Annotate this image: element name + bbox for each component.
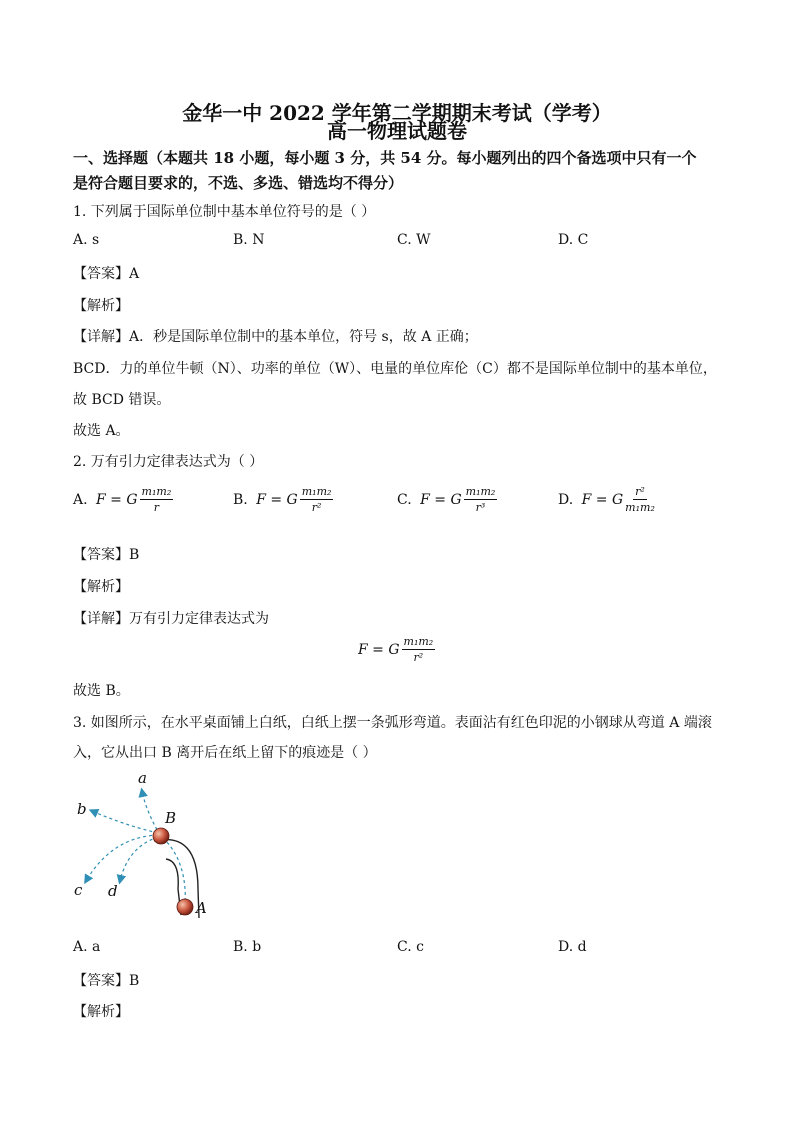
- track-path: [162, 837, 185, 907]
- fraction: $\frac{\text{m₁m₂}}{\text{r²}}$: [403, 635, 434, 664]
- q3-option-b: B. b: [233, 939, 262, 955]
- q3-option-c: C. c: [397, 939, 424, 955]
- q3-option-d: D. d: [558, 939, 587, 955]
- q1-analysis-label: 【解析】: [73, 298, 129, 314]
- curved-track-figure: [70, 765, 230, 930]
- path-c: [86, 835, 158, 881]
- q2-answer: 【答案】B: [73, 547, 140, 563]
- fraction: $\frac{\text{r²}}{\text{m₁m₂}}$: [625, 485, 655, 514]
- label-B: B: [165, 809, 177, 827]
- q2-analysis-label: 【解析】: [73, 579, 129, 595]
- label-A: A: [196, 899, 207, 917]
- q3-answer: 【答案】B: [73, 973, 140, 989]
- q1-detail-line2: BCD．力的单位牛顿（N）、功率的单位（W）、电量的单位库伦（C）都不是国际单位制中的基本单位，: [73, 361, 717, 377]
- q1-stem: 1. 下列属于国际单位制中基本单位符号的是（ ）: [73, 204, 376, 220]
- fraction: $\frac{\text{m₁m₂}}{\text{r³}}$: [465, 485, 496, 514]
- q1-conclusion: 故选 A。: [73, 423, 130, 439]
- path-a: [142, 791, 160, 835]
- q1-option-d: D. C: [558, 232, 589, 248]
- section-heading-line1: 一、选择题（本题共 18 小题，每小题 3 分，共 54 分。每小题列出的四个备选项中只有一个: [73, 149, 697, 167]
- q2-formula: F = G $\frac{\text{m₁m₂}}{\text{r²}}$: [358, 635, 434, 664]
- label-c: c: [74, 881, 83, 899]
- q3-stem-line2: 入，它从出口 B 离开后在纸上留下的痕迹是（ ）: [73, 745, 377, 761]
- q2-stem: 2. 万有引力定律表达式为（ ）: [73, 454, 264, 470]
- q2-option-d: D. F = G $\frac{\text{r²}}{\text{m₁m₂}}$: [558, 485, 655, 514]
- q1-answer: 【答案】A: [73, 266, 140, 282]
- fraction: $\frac{\text{m₁m₂}}{r}$: [141, 485, 172, 514]
- q1-detail-line3: 故 BCD 错误。: [73, 392, 171, 408]
- q1-detail-line1: 【详解】A．秒是国际单位制中的基本单位，符号 s，故 A 正确；: [73, 329, 478, 345]
- q3-option-a: A. a: [73, 939, 101, 955]
- q1-option-b: B. N: [233, 232, 265, 248]
- exam-subtitle: 高一物理试题卷: [327, 119, 467, 143]
- exam-title: 金华一中 2022 学年第二学期期末考试（学考）: [182, 101, 612, 125]
- q2-option-b: B. F = G $\frac{\text{m₁m₂}}{\text{r²}}$: [233, 485, 332, 514]
- q3-stem-line1: 3. 如图所示，在水平桌面铺上白纸，白纸上摆一条弧形弯道。表面沾有红色印泥的小钢球从弯道 A 端滚: [73, 715, 712, 731]
- label-b: b: [77, 800, 87, 818]
- q3-analysis-label: 【解析】: [73, 1004, 129, 1020]
- label-d: d: [108, 882, 118, 900]
- q2-conclusion: 故选 B。: [73, 683, 130, 699]
- q1-option-c: C. W: [397, 232, 431, 248]
- section-heading-line2: 是符合题目要求的，不选、多选、错选均不得分）: [73, 174, 404, 192]
- q2-detail: 【详解】万有引力定律表达式为: [73, 611, 269, 627]
- q2-option-a: A. F = G $\frac{\text{m₁m₂}}{r}$: [73, 485, 172, 514]
- q2-option-c: C. F = G $\frac{\text{m₁m₂}}{\text{r³}}$: [397, 485, 496, 514]
- fraction: $\frac{\text{m₁m₂}}{\text{r²}}$: [301, 485, 332, 514]
- ball-at-b: [153, 828, 169, 844]
- q1-option-a: A. s: [73, 232, 100, 248]
- ball-at-a: [177, 899, 193, 915]
- path-b: [92, 811, 158, 833]
- path-d: [120, 837, 158, 881]
- label-a: a: [138, 769, 147, 787]
